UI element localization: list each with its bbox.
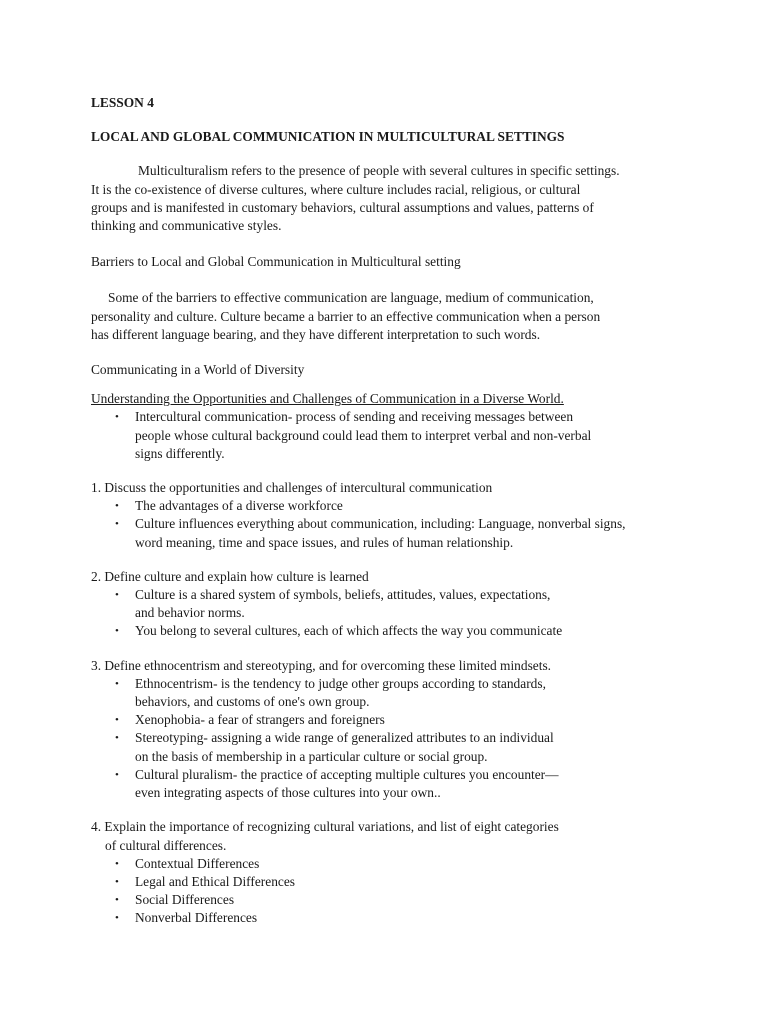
bullet-icon: • bbox=[115, 500, 119, 513]
list-item-line: signs differently. bbox=[135, 445, 225, 461]
barriers-line: has different language bearing, and they have different interpretation to such words. bbox=[91, 326, 541, 342]
list-item-line: and behavior norms. bbox=[135, 605, 245, 621]
list-item bbox=[115, 909, 701, 927]
understanding-bullet-list bbox=[91, 408, 701, 463]
list-item bbox=[115, 855, 701, 873]
list-item-line: Social Differences bbox=[135, 892, 235, 908]
intro-line: thinking and communicative styles. bbox=[91, 218, 282, 234]
list-item bbox=[115, 711, 701, 729]
bullet-icon: • bbox=[115, 625, 119, 638]
document-page bbox=[91, 94, 701, 928]
barriers-heading: Barriers to Local and Global Communication in Multicultural setting bbox=[91, 254, 461, 270]
list-item-line: Stereotyping- assigning a wide range of generalized attributes to an individual bbox=[135, 730, 554, 746]
section-heading-continued: of cultural differences. bbox=[105, 837, 227, 853]
list-item-line: on the basis of membership in a particular culture or social group. bbox=[135, 748, 488, 764]
list-item-line: Xenophobia- a fear of strangers and foreigners bbox=[135, 712, 385, 728]
intro-line: It is the co-existence of diverse cultures, where culture includes racial, religious, or cultural bbox=[91, 181, 581, 197]
bullet-icon: • bbox=[115, 768, 119, 781]
list-item-line: Intercultural communication- process of sending and receiving messages between bbox=[135, 409, 574, 425]
section-heading: 4. Explain the importance of recognizing cultural variations, and list of eight categories bbox=[91, 819, 559, 835]
bullet-icon: • bbox=[115, 894, 119, 907]
bullet-icon: • bbox=[115, 677, 119, 690]
bullet-icon: • bbox=[115, 875, 119, 888]
bullet-icon: • bbox=[115, 857, 119, 870]
list-item bbox=[115, 622, 701, 640]
list-item-line: Ethnocentrism- is the tendency to judge other groups according to standards, bbox=[135, 675, 546, 691]
section-heading: 3. Define ethnocentrism and stereotyping, and for overcoming these limited mindsets. bbox=[91, 657, 552, 673]
list-item bbox=[115, 586, 701, 622]
bullet-list bbox=[91, 675, 701, 802]
lesson-number: LESSON 4 bbox=[91, 95, 154, 110]
list-item bbox=[115, 497, 701, 515]
section-heading: 1. Discuss the opportunities and challenges of intercultural communication bbox=[91, 480, 493, 496]
bullet-list bbox=[91, 497, 701, 552]
numbered-section-4 bbox=[91, 818, 701, 927]
list-item bbox=[115, 729, 701, 765]
list-item-line: You belong to several cultures, each of which affects the way you communicate bbox=[135, 623, 563, 639]
bullet-icon: • bbox=[115, 912, 119, 925]
bullet-icon: • bbox=[115, 714, 119, 727]
list-item-line: Cultural pluralism- the practice of accepting multiple cultures you encounter— bbox=[135, 766, 559, 782]
bullet-icon: • bbox=[115, 411, 119, 424]
numbered-section-1 bbox=[91, 479, 701, 552]
list-item bbox=[115, 891, 701, 909]
list-item bbox=[115, 873, 701, 891]
bullet-icon: • bbox=[115, 518, 119, 531]
list-item bbox=[115, 408, 701, 463]
bullet-list bbox=[91, 586, 701, 641]
barriers-line: personality and culture. Culture became a barrier to an effective communication when a person bbox=[91, 308, 601, 324]
intro-line: groups and is manifested in customary behaviors, cultural assumptions and values, patterns of bbox=[91, 199, 594, 215]
list-item-line: Contextual Differences bbox=[135, 855, 260, 871]
list-item-line: people whose cultural background could lead them to interpret verbal and non-verbal bbox=[135, 427, 592, 443]
list-item-line: behaviors, and customs of one's own group. bbox=[135, 694, 370, 710]
list-item bbox=[115, 515, 701, 551]
barriers-paragraph bbox=[91, 289, 701, 344]
bullet-icon: • bbox=[115, 732, 119, 745]
bullet-list bbox=[91, 855, 701, 928]
list-item-line: word meaning, time and space issues, and rules of human relationship. bbox=[135, 534, 514, 550]
list-item-line: Nonverbal Differences bbox=[135, 910, 258, 926]
list-item-line: Culture influences everything about communication, including: Language, nonverbal signs, bbox=[135, 516, 626, 532]
understanding-heading: Understanding the Opportunities and Challenges of Communication in a Diverse World. bbox=[91, 391, 564, 407]
list-item bbox=[115, 675, 701, 711]
lesson-title: LOCAL AND GLOBAL COMMUNICATION IN MULTICULTURAL SETTINGS bbox=[91, 129, 565, 145]
bullet-icon: • bbox=[115, 589, 119, 602]
list-item-line: The advantages of a diverse workforce bbox=[135, 498, 343, 514]
diversity-heading: Communicating in a World of Diversity bbox=[91, 362, 305, 378]
barriers-line: Some of the barriers to effective communication are language, medium of communication, bbox=[108, 290, 594, 306]
intro-paragraph bbox=[91, 162, 701, 235]
intro-line: Multiculturalism refers to the presence of people with several cultures in specific settings. bbox=[138, 163, 620, 179]
list-item-line: even integrating aspects of those cultures into your own.. bbox=[135, 785, 441, 801]
numbered-section-2 bbox=[91, 568, 701, 641]
section-heading: 2. Define culture and explain how culture is learned bbox=[91, 568, 369, 584]
list-item bbox=[115, 766, 701, 802]
numbered-section-3 bbox=[91, 657, 701, 803]
list-item-line: Culture is a shared system of symbols, beliefs, attitudes, values, expectations, bbox=[135, 587, 551, 603]
list-item-line: Legal and Ethical Differences bbox=[135, 873, 295, 889]
